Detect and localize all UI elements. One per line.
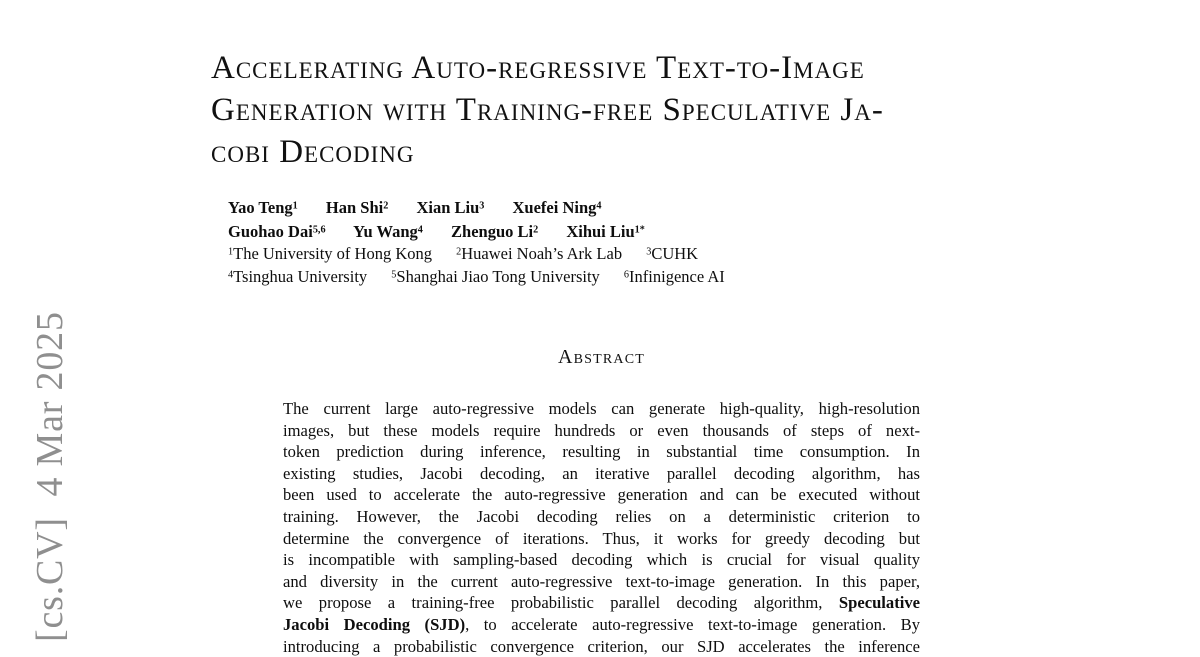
affiliation-name: Huawei Noah’s Ark Lab xyxy=(461,244,623,263)
author-superscript: 3 xyxy=(479,200,485,212)
author-row-2 xyxy=(228,220,725,244)
abstract-text: and diversity in the current auto-regressive text-to-image generation. In this paper, xyxy=(283,571,920,591)
author-name: Han Shi xyxy=(325,198,384,217)
abstract-line xyxy=(283,441,920,463)
affiliation-tsinghua xyxy=(228,267,367,286)
abstract-bold-text: Jacobi Decoding (SJD) xyxy=(283,614,466,634)
abstract-text: determine the convergence of iterations. Thus, it works for greedy decoding but xyxy=(283,528,920,548)
abstract-text: is incompatible with sampling-based decoding which is crucial for visual quality xyxy=(283,550,920,570)
author-superscript: 1* xyxy=(634,224,645,236)
author-name: Zhenguo Li xyxy=(451,221,534,241)
abstract-text: been used to accelerate the auto-regressive generation and can be executed without xyxy=(283,485,920,505)
abstract-text: images, but these models require hundreds or even thousands of steps of next- xyxy=(283,420,920,440)
author-xian-liu xyxy=(416,198,484,217)
affiliation-row-1 xyxy=(228,243,725,266)
abstract-line xyxy=(283,463,920,485)
author-zhenguo-li xyxy=(451,222,538,241)
author-superscript: 2 xyxy=(533,224,539,236)
author-superscript: 2 xyxy=(383,200,389,212)
author-row-1 xyxy=(228,196,725,220)
abstract-line xyxy=(283,549,920,571)
abstract-text: existing studies, Jacobi decoding, an iterative parallel decoding algorithm, has xyxy=(283,463,920,483)
author-name: Xihui Liu xyxy=(566,221,635,241)
abstract-text: training. However, the Jacobi decoding relies on a deterministic criterion to xyxy=(283,506,920,526)
title-line-2: Generation with Training-free Speculative Ja- xyxy=(211,92,884,128)
author-superscript: 4 xyxy=(596,200,602,212)
affiliation-huawei xyxy=(456,244,622,263)
abstract-line xyxy=(283,636,920,657)
affiliation-name: Tsinghua University xyxy=(233,266,368,286)
author-xuefei-ning xyxy=(513,198,602,217)
arxiv-watermark: [cs.CV] 4 Mar 2025 xyxy=(29,311,71,642)
affiliation-superscript: 6 xyxy=(623,269,630,281)
author-name: Yu Wang xyxy=(353,221,418,241)
abstract-text: , to accelerate auto-regressive text-to-image generation. By xyxy=(465,614,920,634)
affiliation-superscript: 3 xyxy=(646,246,652,258)
author-name: Xuefei Ning xyxy=(512,198,597,217)
affiliation-superscript: 1 xyxy=(228,246,234,258)
author-name: Guohao Dai xyxy=(228,221,313,241)
affiliation-hku xyxy=(228,244,432,263)
author-yao-teng xyxy=(228,198,298,217)
affiliation-row-2 xyxy=(228,266,725,289)
abstract-line xyxy=(283,614,920,636)
author-guohao-dai xyxy=(228,222,326,241)
abstract-text: The current large auto-regressive models can generate high-quality, high-resolution xyxy=(283,399,920,418)
affiliation-name: The University of Hong Kong xyxy=(233,244,432,263)
title-line-3: cobi Decoding xyxy=(211,134,415,170)
affiliation-name: CUHK xyxy=(651,244,699,263)
abstract-heading: Abstract xyxy=(557,346,646,368)
abstract-line xyxy=(283,398,920,420)
author-xihui-liu xyxy=(566,222,645,241)
authors-affiliations-block xyxy=(228,196,725,288)
abstract-text: token prediction during inference, resulting in substantial time consumption. In xyxy=(283,442,920,462)
affiliation-name: Shanghai Jiao Tong University xyxy=(396,266,600,286)
affiliation-superscript: 2 xyxy=(456,246,462,258)
abstract-line xyxy=(283,420,920,442)
abstract-bold-text: Speculative xyxy=(838,593,920,613)
author-yu-wang xyxy=(353,222,423,241)
author-superscript: 4 xyxy=(417,224,423,236)
abstract-line xyxy=(283,592,920,614)
abstract-paragraph xyxy=(283,398,920,657)
affiliation-superscript: 4 xyxy=(228,269,234,281)
affiliation-superscript: 5 xyxy=(391,269,397,281)
paper-title xyxy=(211,47,1011,173)
author-superscript: 5,6 xyxy=(312,224,326,236)
affiliation-infinigence xyxy=(624,267,725,286)
abstract-line xyxy=(283,528,920,550)
abstract-line xyxy=(283,484,920,506)
abstract-text: introducing a probabilistic convergence criterion, our SJD accelerates the inference xyxy=(283,636,920,656)
author-name: Xian Liu xyxy=(416,198,480,217)
affiliation-cuhk xyxy=(646,244,698,263)
abstract-line xyxy=(283,506,920,528)
affiliation-name: Infinigence AI xyxy=(629,266,725,286)
abstract-text: we propose a training-free probabilistic parallel decoding algorithm, xyxy=(283,593,839,613)
author-superscript: 1 xyxy=(292,200,298,212)
author-name: Yao Teng xyxy=(228,198,293,217)
abstract-line xyxy=(283,571,920,593)
title-line-1: Accelerating Auto-regressive Text-to-Image xyxy=(211,50,865,86)
affiliation-sjtu xyxy=(391,267,600,286)
author-han-shi xyxy=(326,198,388,217)
